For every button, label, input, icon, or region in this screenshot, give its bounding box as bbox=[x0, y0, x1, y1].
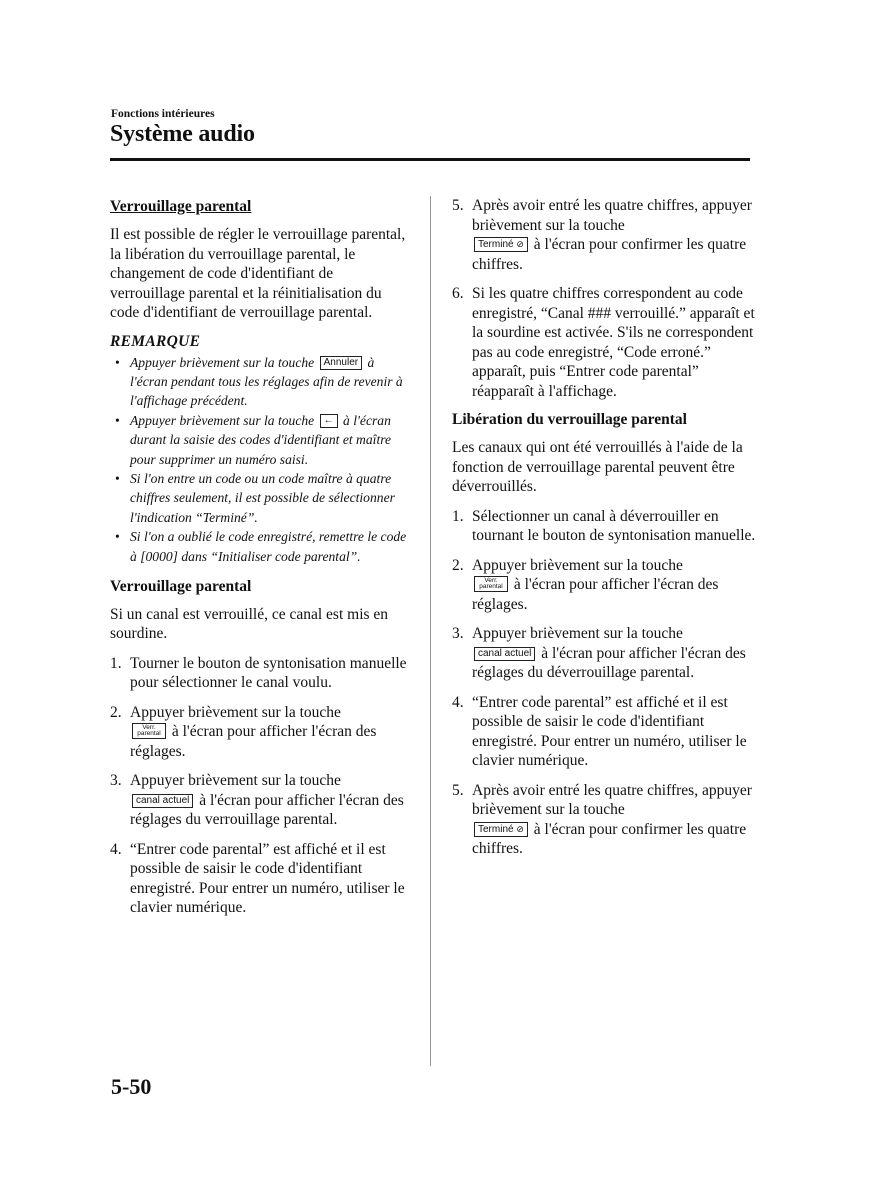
note-text: Appuyer brièvement sur la touche bbox=[130, 412, 315, 428]
step-number: 6. bbox=[452, 285, 464, 302]
section-heading-verrouillage-2: Verrouillage parental bbox=[110, 577, 252, 595]
step-text: à l'écran pour afficher l'écran des réglages. bbox=[472, 576, 719, 613]
key-label: parental bbox=[137, 730, 161, 738]
step-item bbox=[452, 507, 757, 546]
key-label: Terminé bbox=[478, 823, 514, 835]
header-rule bbox=[110, 158, 750, 161]
step-text: à l'écran pour afficher l'écran des réglages. bbox=[130, 723, 377, 760]
step-text: “Entrer code parental” est affiché et il est possible de saisir le code d'identifiant enregistré. Pour entrer un numéro, utiliser le clavier numérique. bbox=[130, 840, 405, 917]
step-text: Appuyer brièvement sur la touche bbox=[130, 703, 341, 721]
step-text: à l'écran pour afficher l'écran des réglages du déverrouillage parental. bbox=[472, 644, 746, 681]
liberation-paragraph: Les canaux qui ont été verrouillés à l'aide de la fonction de verrouillage parental peuvent être déverrouillés. bbox=[452, 439, 743, 495]
step-item bbox=[452, 556, 757, 615]
note-item bbox=[110, 411, 410, 469]
note-text: à l'écran pendant tous les réglages afin de revenir à l'affichage précédent. bbox=[130, 354, 403, 409]
section-heading-liberation: Libération du verrouillage parental bbox=[452, 411, 687, 428]
step-number: 1. bbox=[452, 507, 464, 525]
step-number: 3. bbox=[452, 625, 464, 642]
right-column bbox=[452, 196, 757, 869]
column-divider bbox=[430, 196, 431, 1066]
canal-actuel-key: canal actuel bbox=[474, 647, 535, 661]
termine-key bbox=[474, 237, 528, 252]
canal-actuel-key: canal actuel bbox=[132, 794, 193, 808]
section-heading-verrouillage: Verrouillage parental bbox=[110, 198, 252, 215]
backspace-key-icon: ← bbox=[320, 414, 338, 428]
step-text: Sélectionner un canal à déverrouiller en tournant le bouton de syntonisation manuelle. bbox=[472, 507, 756, 544]
note-item bbox=[110, 353, 410, 411]
step-item bbox=[110, 703, 410, 762]
page-title: Système audio bbox=[110, 121, 255, 147]
note-item bbox=[110, 469, 410, 527]
step-text: Si les quatre chiffres correspondent au code enregistré, “Canal ### verrouillé.” apparaît et la sourdine est activée. S'ils ne correspondent pas au code enregistré, “Code erroné.” apparaît, puis “Entrer code parental” réapparaît à l'affichage. bbox=[472, 285, 755, 400]
step-number: 2. bbox=[452, 556, 464, 574]
step-number: 3. bbox=[110, 772, 122, 790]
annuler-key: Annuler bbox=[320, 356, 362, 370]
step-text: à l'écran pour afficher l'écran des réglages du verrouillage parental. bbox=[130, 791, 404, 829]
step-number: 1. bbox=[110, 654, 122, 672]
step-item bbox=[452, 781, 757, 859]
bullet-icon: • bbox=[115, 529, 120, 545]
step-text: à l'écran pour confirmer les quatre chiffres. bbox=[472, 236, 747, 273]
step-text: Appuyer brièvement sur la touche bbox=[472, 625, 683, 642]
step-text: Appuyer brièvement sur la touche bbox=[130, 772, 341, 790]
step-text: Tourner le bouton de syntonisation manuelle pour sélectionner le canal voulu. bbox=[130, 654, 407, 692]
remarque-notes bbox=[110, 353, 410, 566]
step-item bbox=[452, 196, 757, 274]
section-label: Fonctions intérieures bbox=[111, 108, 215, 120]
sourdine-paragraph: Si un canal est verrouillé, ce canal est mis en sourdine. bbox=[110, 605, 389, 643]
remarque-heading: REMARQUE bbox=[110, 332, 201, 350]
page-number: 5-50 bbox=[111, 1074, 152, 1099]
note-text: Appuyer brièvement sur la touche bbox=[130, 354, 315, 370]
lock-steps bbox=[110, 654, 410, 918]
note-text: à l'écran durant la saisie des codes d'identifiant et maître pour supprimer un numéro saisi. bbox=[130, 412, 392, 467]
bullet-icon: • bbox=[115, 470, 120, 486]
step-text: Appuyer brièvement sur la touche bbox=[472, 556, 683, 574]
step-number: 4. bbox=[452, 693, 464, 711]
note-text: Si l'on a oublié le code enregistré, remettre le code à [0000] dans “Initialiser code parental”. bbox=[130, 529, 407, 564]
intro-paragraph: Il est possible de régler le verrouillage parental, la libération du verrouillage parental, le changement de code d'identifiant de verrouillage parental et la réinitialisation du code d'identifiant de verrouillage parental. bbox=[110, 226, 406, 321]
key-label: parental bbox=[479, 583, 503, 590]
key-label: Verr. bbox=[484, 577, 498, 584]
lock-steps-continued bbox=[452, 196, 757, 401]
step-number: 5. bbox=[452, 197, 464, 214]
step-text: à l'écran pour confirmer les quatre chiffres. bbox=[472, 820, 747, 857]
step-text: Après avoir entré les quatre chiffres, appuyer brièvement sur la touche bbox=[472, 197, 752, 234]
key-label: Verr. bbox=[142, 724, 156, 732]
left-column bbox=[110, 196, 410, 928]
check-icon: ⊘ bbox=[516, 823, 524, 834]
step-item bbox=[110, 654, 410, 693]
unlock-steps bbox=[452, 507, 757, 859]
step-item bbox=[110, 771, 410, 830]
step-number: 2. bbox=[110, 703, 122, 721]
verr-parental-key bbox=[132, 723, 166, 739]
step-text: “Entrer code parental” est affiché et il est possible de saisir le code d'identifiant enregistré. Pour entrer un numéro, utiliser le clavier numérique. bbox=[472, 693, 747, 769]
key-label: Terminé bbox=[478, 239, 514, 250]
note-text: Si l'on entre un code ou un code maître à quatre chiffres seulement, il est possible de sélectionner l'indication “Terminé”. bbox=[130, 470, 395, 525]
step-item bbox=[452, 284, 757, 401]
bullet-icon: • bbox=[115, 412, 120, 428]
step-item bbox=[452, 693, 757, 771]
step-text: Après avoir entré les quatre chiffres, appuyer brièvement sur la touche bbox=[472, 781, 752, 818]
step-number: 4. bbox=[110, 840, 122, 858]
check-icon: ⊘ bbox=[516, 239, 524, 249]
step-number: 5. bbox=[452, 781, 464, 799]
termine-key bbox=[474, 822, 528, 837]
step-item bbox=[110, 840, 410, 918]
verr-parental-key bbox=[474, 576, 508, 592]
step-item bbox=[452, 624, 757, 683]
bullet-icon: • bbox=[115, 354, 120, 370]
note-item bbox=[110, 527, 410, 566]
